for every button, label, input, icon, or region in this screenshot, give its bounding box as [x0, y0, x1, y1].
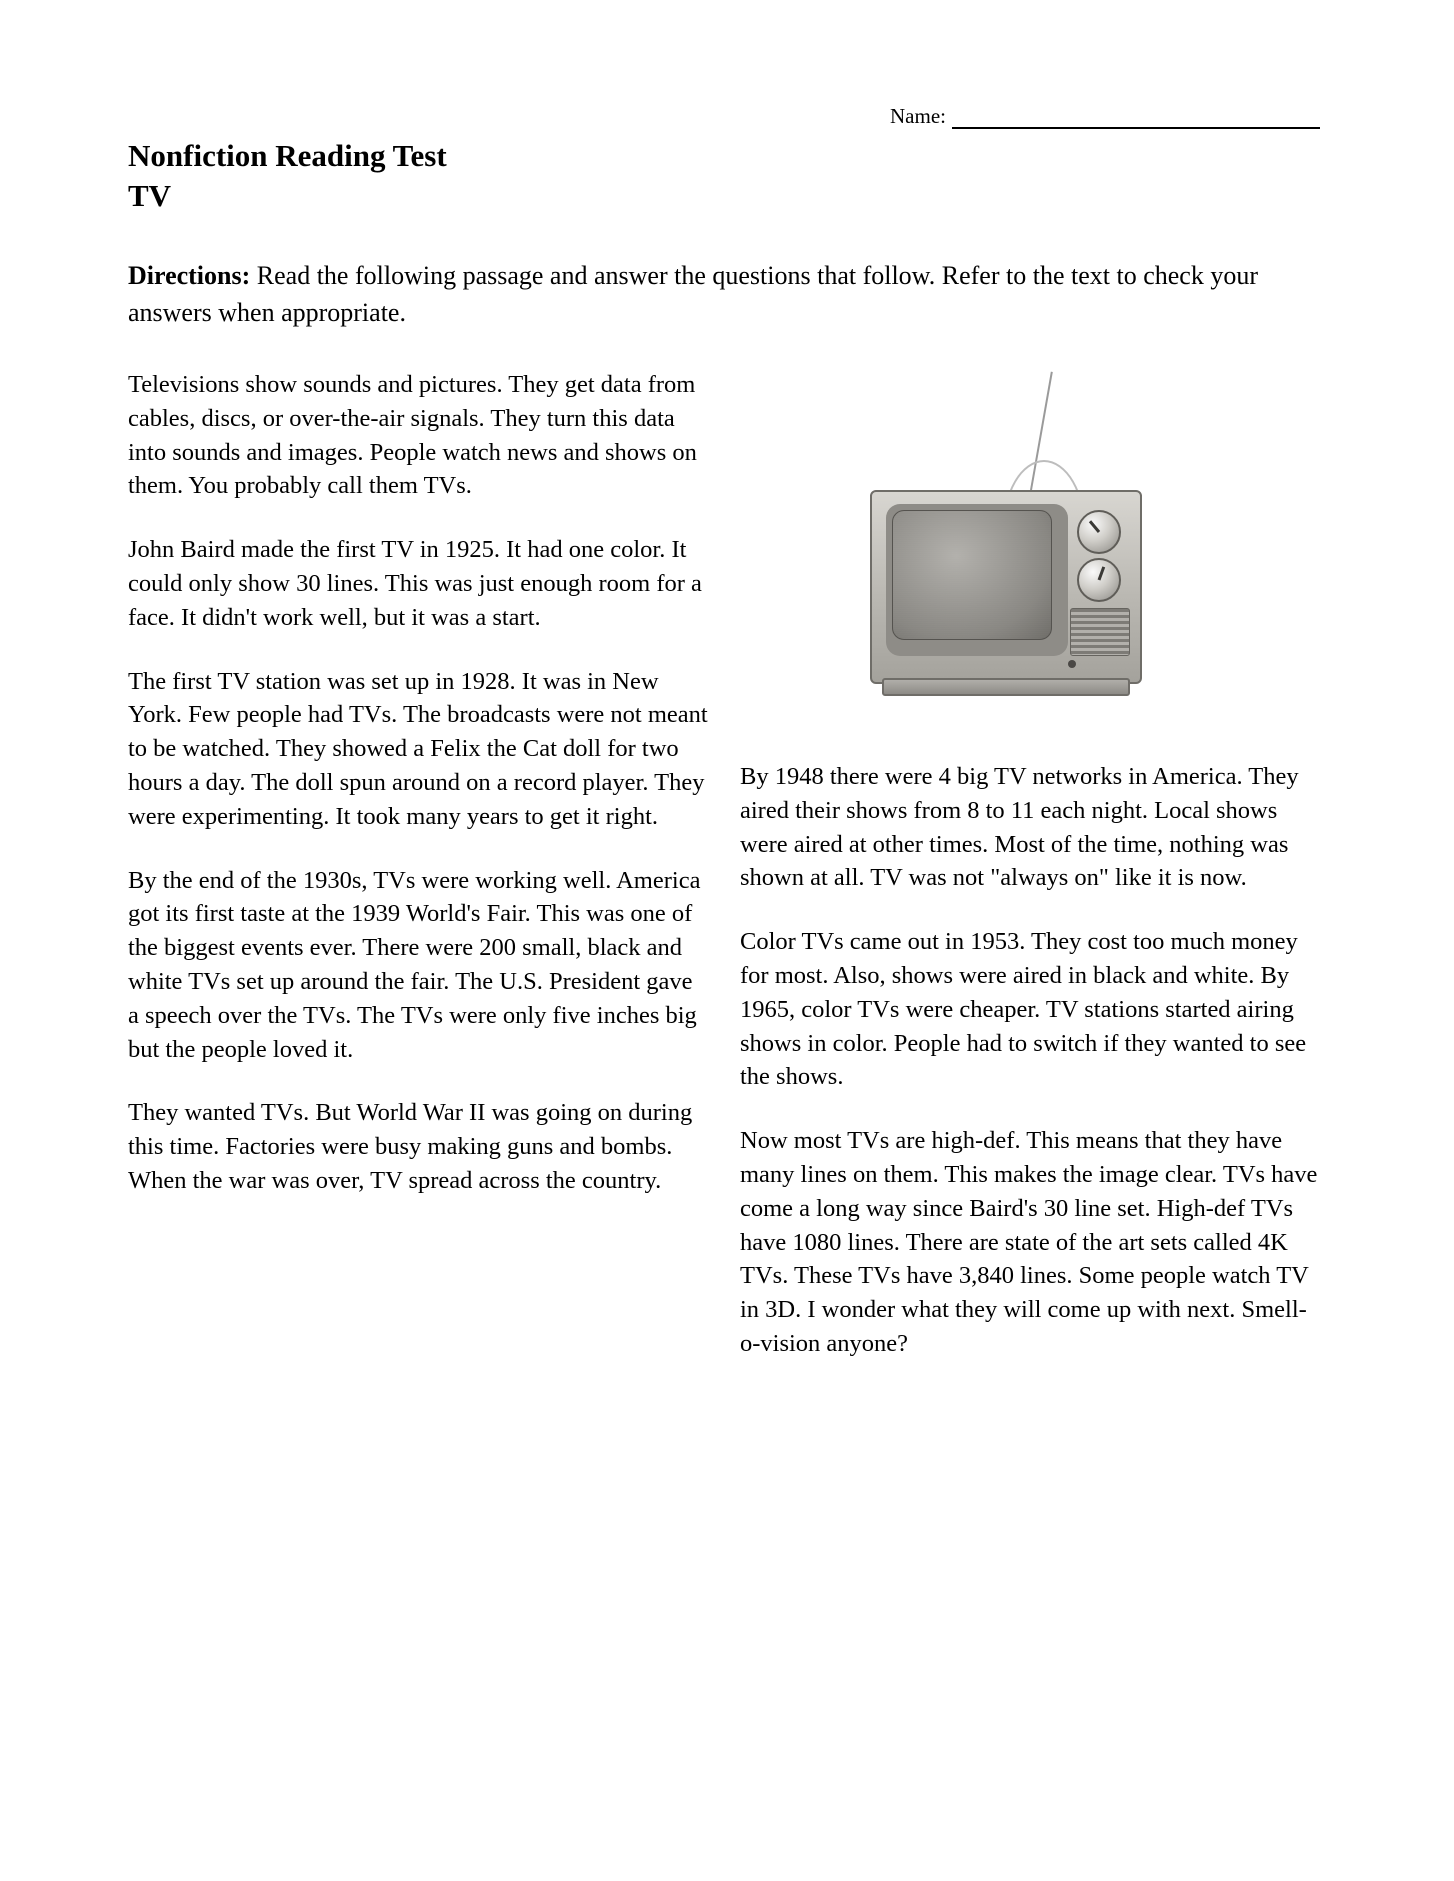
page-title-main: Nonfiction Reading Test [128, 138, 447, 173]
tuner-knob-icon [1077, 510, 1121, 554]
paragraph: Now most TVs are high-def. This means that they have many lines on them. This makes the image clear. TVs have come a long way since Baird's 30 line set. High-def TVs have 1080 lines. There are state of the art sets called 4K TVs. These TVs have 3,840 lines. Some people watch TV in 3D. I wonder what they will come up with next. Smell-o-vision anyone? [740, 1127, 1318, 1357]
paragraph: Televisions show sounds and pictures. They get data from cables, discs, or over-the-air signals. They turn this data into sounds and images. People watch news and shows on them. You probably call them TVs. [128, 371, 697, 500]
paragraph: John Baird made the first TV in 1925. It had one color. It could only show 30 lines. This was just enough room for a face. It didn't work well, but it was a start. [128, 536, 702, 631]
page-title [128, 136, 828, 215]
paragraph: Color TVs came out in 1953. They cost too much money for most. Also, shows were aired in black and white. By 1965, color TVs were cheaper. TV stations started airing shows in color. People had to switch if they wanted to see the shows. [740, 928, 1307, 1091]
paragraph: By 1948 there were 4 big TV networks in America. They aired their shows from 8 to 11 each night. Local shows were aired at other times. Most of the time, nothing was shown at all. TV was not "always on" like it is now. [740, 763, 1299, 892]
directions-block [128, 258, 1308, 332]
name-label: Name: [890, 104, 946, 128]
directions-label: Directions: [128, 261, 251, 290]
page-title-sub: TV [128, 177, 172, 213]
television-icon [860, 370, 1160, 700]
name-input-line[interactable] [952, 107, 1320, 129]
paragraph: They wanted TVs. But World War II was going on during this time. Factories were busy making guns and bombs. When the war was over, TV spread across the country. [128, 1099, 693, 1194]
tv-screen [892, 510, 1052, 640]
tv-body [870, 490, 1142, 684]
passage-left-column [128, 368, 708, 1228]
speaker-grill-icon [1070, 608, 1130, 656]
paragraph: By the end of the 1930s, TVs were working well. America got its first taste at the 1939 World's Fair. This was one of the biggest events ever. There were 200 small, black and white TVs set up around the fair. The U.S. President gave a speech over the TVs. The TVs were only five inches big but the people loved it. [128, 866, 701, 1063]
passage-right-column [740, 760, 1320, 1391]
name-field-row [890, 104, 1320, 129]
directions-text: Read the following passage and answer the questions that follow. Refer to the text to check your answers when appropriate. [128, 261, 1258, 327]
tv-base [882, 678, 1130, 696]
volume-knob-icon [1077, 558, 1121, 602]
paragraph: The first TV station was set up in 1928. It was in New York. Few people had TVs. The broadcasts were not meant to be watched. They showed a Felix the Cat doll for two hours a day. The doll spun around on a record player. They were experimenting. It took many years to get it right. [128, 667, 708, 830]
power-indicator-icon [1068, 660, 1076, 668]
